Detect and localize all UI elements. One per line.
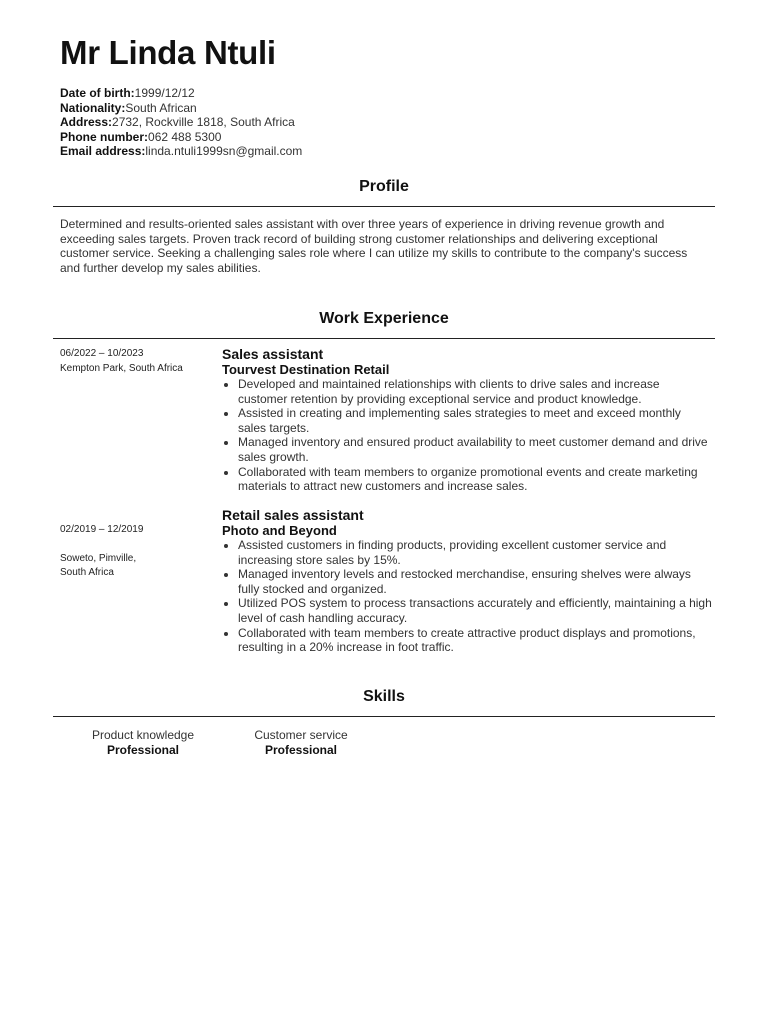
job-bullet: • Managed inventory levels and restocked merchandise, ensuring shelves were always fully stocked and organized. (238, 567, 712, 596)
skill-name: Customer service (254, 728, 348, 742)
job-bullet-list (222, 538, 712, 655)
job-bullet: • Assisted customers in finding products, providing excellent customer service and increasing store sales by 15%. (238, 538, 712, 567)
candidate-name: Mr Linda Ntuli (60, 34, 276, 71)
skill-level: Professional (106, 742, 180, 757)
job-title: Sales assistant (222, 346, 324, 362)
section-divider (53, 338, 715, 339)
profile-summary: Determined and results-oriented sales assistant with over three years of experience in driving revenue growth and exceeding sales targets. Proven track record of building strong customer relationships and delivering exceptional customer service. Seeking a challenging sales role where I can utilize my skills to contribute to the company's success and further develop my sales abilities. (60, 217, 688, 275)
profile-section-title: Profile (359, 178, 409, 195)
job-bullet: • Managed inventory and ensured product availability to meet customer demand and drive sales growth. (238, 435, 712, 464)
contact-label: Date of birth: (60, 86, 135, 100)
skill-item (241, 728, 361, 757)
job-dates: 02/2019 – 12/2019 (60, 523, 144, 535)
contact-value: 2732, Rockville 1818, South Africa (112, 115, 295, 130)
job-bullet: • Utilized POS system to process transactions accurately and efficiently, maintaining a high level of cash handling accuracy. (238, 596, 712, 625)
contact-label: Address: (60, 115, 113, 130)
contact-email (60, 144, 302, 159)
contact-value: linda.ntuli1999sn@gmail.com (145, 144, 303, 159)
job-location: Soweto, Pimville, South Africa (60, 552, 137, 579)
contact-label: Nationality: (60, 100, 126, 115)
job-details (222, 508, 712, 655)
contact-phone (60, 130, 302, 145)
job-company: Tourvest Destination Retail (222, 362, 390, 377)
job-dates: 06/2022 – 10/2023 (60, 348, 144, 359)
job-details (222, 347, 712, 494)
contact-value: 1999/12/12 (134, 86, 195, 100)
job-company: Photo and Beyond (222, 523, 337, 538)
skills-section-title: Skills (363, 688, 405, 705)
contact-details (60, 86, 302, 159)
section-divider (53, 716, 715, 717)
contact-address (60, 115, 302, 130)
skill-name: Product knowledge (91, 728, 195, 742)
contact-value: 062 488 5300 (148, 129, 222, 144)
section-divider (53, 206, 715, 207)
skill-item (83, 728, 203, 757)
job-bullet-list (222, 377, 712, 494)
contact-label: Phone number: (60, 129, 149, 144)
job-location: Kempton Park, South Africa (60, 362, 183, 374)
job-meta (60, 508, 210, 596)
job-title: Retail sales assistant (222, 507, 364, 523)
job-bullet: • Collaborated with team members to organize promotional events and create marketing materials to attract new customers and increase sales. (238, 465, 712, 494)
skill-level: Professional (264, 742, 338, 757)
contact-nationality (60, 101, 302, 116)
experience-section-title: Work Experience (319, 310, 449, 327)
contact-label: Email address: (60, 144, 146, 159)
job-bullet: • Collaborated with team members to create attractive product displays and promotions, resulting in a 20% increase in foot traffic. (238, 626, 712, 655)
contact-value: South African (125, 100, 197, 115)
contact-date-of-birth (60, 86, 302, 101)
job-bullet: • Assisted in creating and implementing sales strategies to meet and exceed monthly sales targets. (238, 406, 712, 435)
job-bullet: • Developed and maintained relationships with clients to drive sales and increase customer retention by providing exceptional service and product knowledge. (238, 377, 712, 406)
job-meta (60, 347, 210, 376)
